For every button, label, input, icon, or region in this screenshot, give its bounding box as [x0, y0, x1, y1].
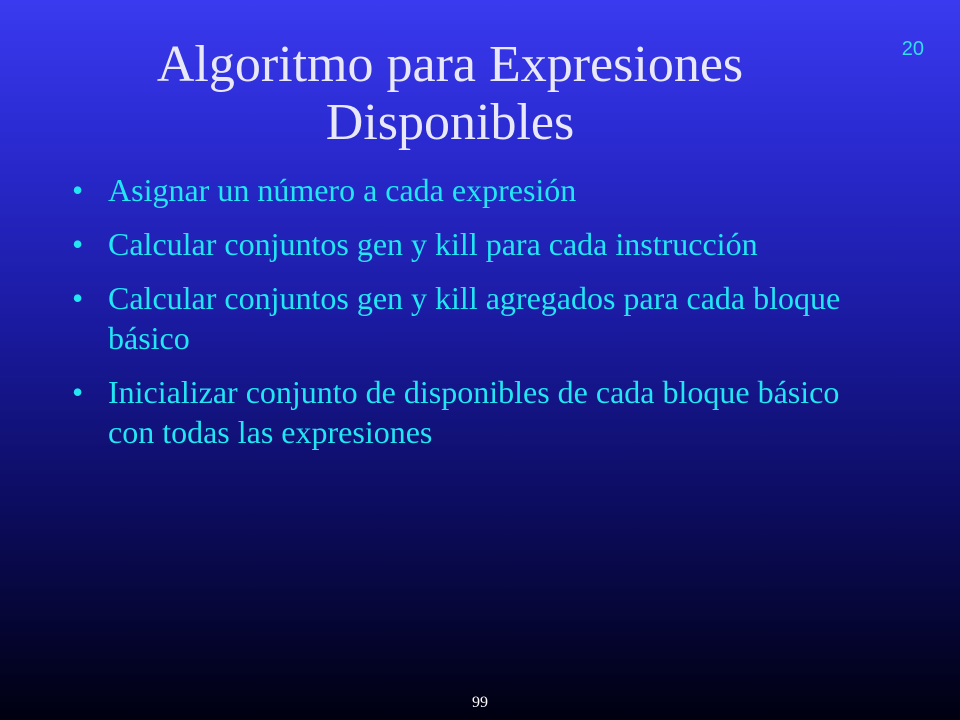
page-number: 99: [472, 694, 488, 711]
bullet-text: Inicializar conjunto de disponibles de cada bloque básico con todas las expresiones: [108, 374, 840, 450]
list-item: [72, 224, 892, 264]
bullet-list: [72, 170, 892, 466]
bullet-icon: •: [72, 226, 84, 262]
slide-number: 20: [901, 38, 924, 60]
bullet-icon: •: [72, 374, 84, 410]
list-item: [72, 278, 892, 358]
slide-title: Algoritmo para Expresiones Disponibles: [156, 36, 744, 151]
list-item: [72, 372, 892, 452]
bullet-text: Calcular conjuntos gen y kill agregados para cada bloque básico: [108, 280, 841, 356]
bullet-icon: •: [72, 280, 84, 316]
bullet-text: Asignar un número a cada expresión: [108, 172, 577, 208]
bullet-icon: •: [72, 172, 84, 208]
list-item: [72, 170, 892, 210]
bullet-text: Calcular conjuntos gen y kill para cada instrucción: [108, 226, 758, 262]
